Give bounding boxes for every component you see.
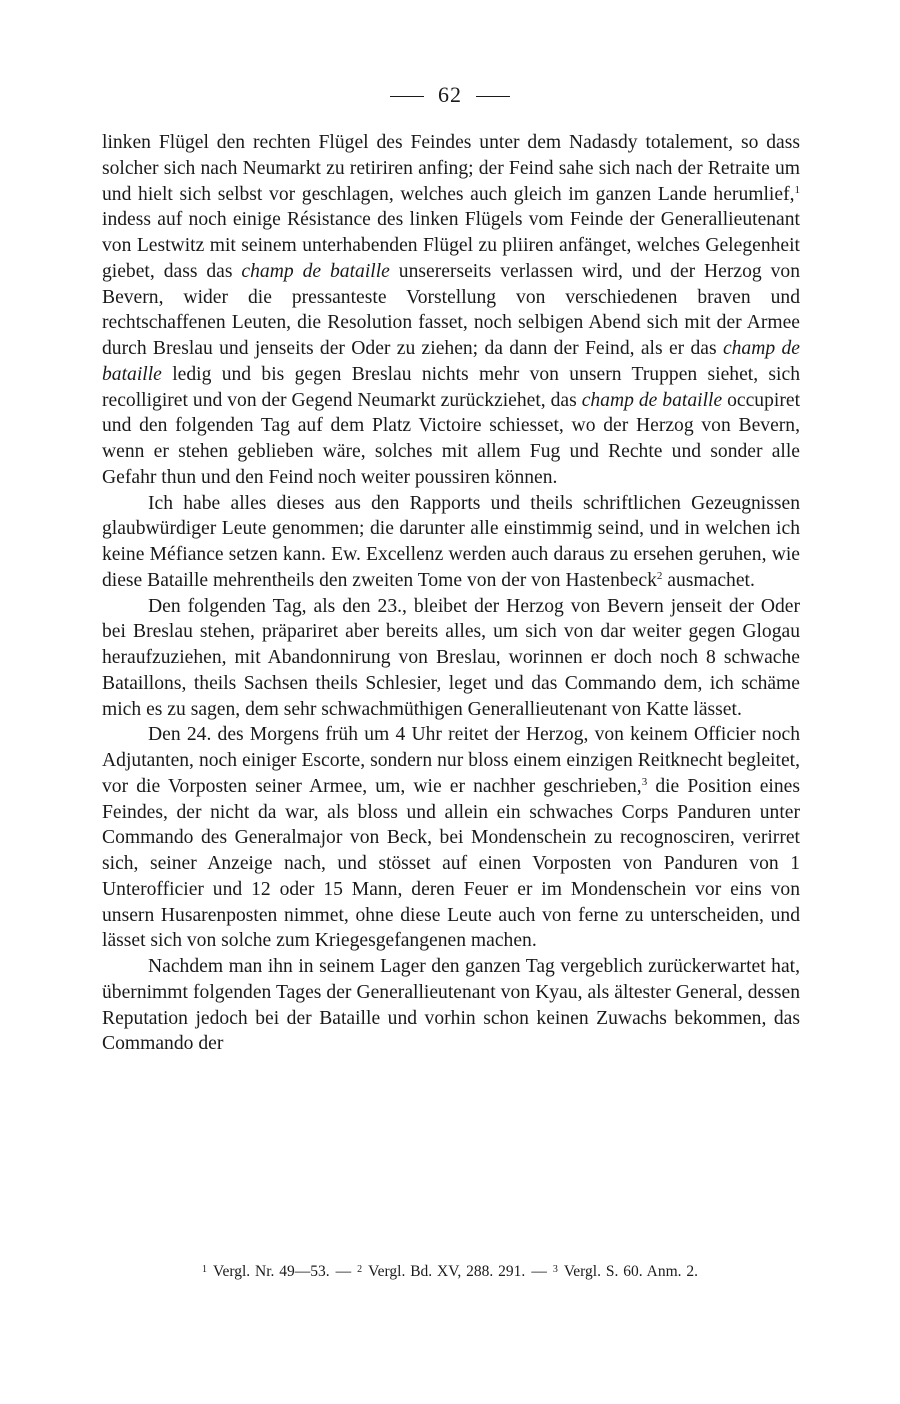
text-run: Ich habe alles dieses aus den Rapports und theils schriftlichen Gezeugnissen glaubwürdiger Leute genommen; die darunter alle einstimmig seind, und in welchen ich keine Méfiance setzen kann. Ew. Excellenz werden auch daraus zu ersehen geruhen, wie diese Bataille mehrentheils den zweiten Tome von der von Hastenbeck (102, 492, 800, 591)
text-run: Den 24. des Morgens früh um 4 Uhr reitet der Herzog, von keinem Officier noch Adjutanten, noch einiger Escorte, sondern nur bloss einem einzigen Reitknecht begleitet, vor die Vorposten seiner Armee, um, wie er nachher geschrieben, (102, 724, 800, 797)
page-number-left-rule (390, 96, 424, 97)
footnote-reference: 1 (794, 183, 800, 196)
footnote-reference: 3 (641, 775, 648, 788)
footnote-number: 2 (357, 1264, 363, 1275)
footnote-separator: — (335, 1263, 352, 1280)
footnote-text: Vergl. S. 60. Anm. 2. (563, 1263, 698, 1280)
paragraph (102, 130, 800, 491)
footnote-number: 1 (201, 1264, 207, 1275)
italic-phrase: champ de bataille (102, 338, 800, 385)
paragraph (102, 491, 800, 594)
text-run: ledig und bis gegen Breslau nichts mehr von unsern Truppen siehet, sich recolligiret und von der Gegend Neumarkt zurückziehet, das (102, 363, 800, 411)
paragraph (102, 594, 800, 723)
text-run: Den folgenden Tag, als den 23., bleibet der Herzog von Bevern jenseit der Oder bei Breslau stehen, präpariret aber bereits alles, um sich von dar weiter gegen Glogau heraufzuziehen, mit Abandonnirung von Breslau, worinnen er doch noch 8 schwache Bataillons, theils Sachsen theils Schlesier, leget und das Commando dem, ich schäme mich es zu sagen, dem sehr schwachmüthigen Generallieutenant von Katte lässet. (102, 595, 800, 720)
italic-phrase: champ de bataille (581, 389, 723, 411)
text-run: occupiret und den folgenden Tag auf dem Platz Victoire schiesset, wo der Herzog von Bevern, wenn er stehen geblieben wäre, solches mit allem Fug und Rechte und sonder alle Gefahr thun und den Feind noch weiter poussiren können. (102, 389, 801, 488)
footnote-reference: 2 (656, 569, 663, 582)
text-run: die Position eines Feindes, der nicht da war, als bloss und allein ein schwaches Corps Panduren unter Commando des Generalmajor von Beck, bei Mondenschein zu recognosciren, verirret sich, seiner Anzeige nach, und stösset auf einen Vorposten von Panduren von 1 Unterofficier und 12 oder 15 Mann, deren Feuer er im Mondenschein vor eins von unsern Husarenposten nimmet, ohne diese Leute auch von ferne zu unterscheiden, und lässet sich von solche zum Kriegesgefangenen machen. (102, 775, 800, 952)
footnote-text: Vergl. Nr. 49—53. (212, 1263, 330, 1280)
page-number (0, 82, 900, 108)
body-text (102, 130, 800, 1057)
italic-phrase: champ de bataille (241, 260, 390, 282)
footnote-number: 3 (552, 1264, 558, 1275)
page-number-value: 62 (438, 82, 462, 107)
text-run: unsererseits verlassen wird, und der Herzog von Bevern, wider die pressanteste Vorstellung von verschiedenen braven und rechtschaffenen Leuten, die Resolution fasset, noch selbigen Abend sich mit der Armee durch Breslau und jenseits der Oder zu ziehen; da dann der Feind, als er das (102, 260, 800, 359)
footnotes (0, 1263, 900, 1281)
paragraph (102, 722, 800, 954)
page-number-right-rule (476, 96, 510, 97)
paragraph (102, 954, 800, 1057)
footnote-separator: — (531, 1263, 547, 1280)
text-run: indess auf noch einige Résistance des linken Flügels vom Feinde der Generallieutenant von Lestwitz mit seinem unterhabenden Flügel zu pliiren anfänget, welches Gelegenheit giebet, dass das (102, 209, 800, 282)
text-run: ausmachet. (662, 569, 755, 591)
footnote-text: Vergl. Bd. XV, 288. 291. (368, 1263, 526, 1280)
text-run: linken Flügel den rechten Flügel des Feindes unter dem Nadasdy totalement, so dass solcher sich nach Neumarkt zu retiriren anfing; der Feind sahe sich nach der Retraite um und hielt sich selbst vor geschlagen, welches auch gleich im ganzen Lande herumlief, (102, 132, 800, 205)
text-run: Nachdem man ihn in seinem Lager den ganzen Tag vergeblich zurückerwartet hat, übernimmt folgenden Tages der Generallieutenant von Kyau, als ältester General, dessen Reputation jedoch bei der Bataille und vorhin schon keinen Zuwachs bekommen, das Commando der (102, 956, 800, 1055)
